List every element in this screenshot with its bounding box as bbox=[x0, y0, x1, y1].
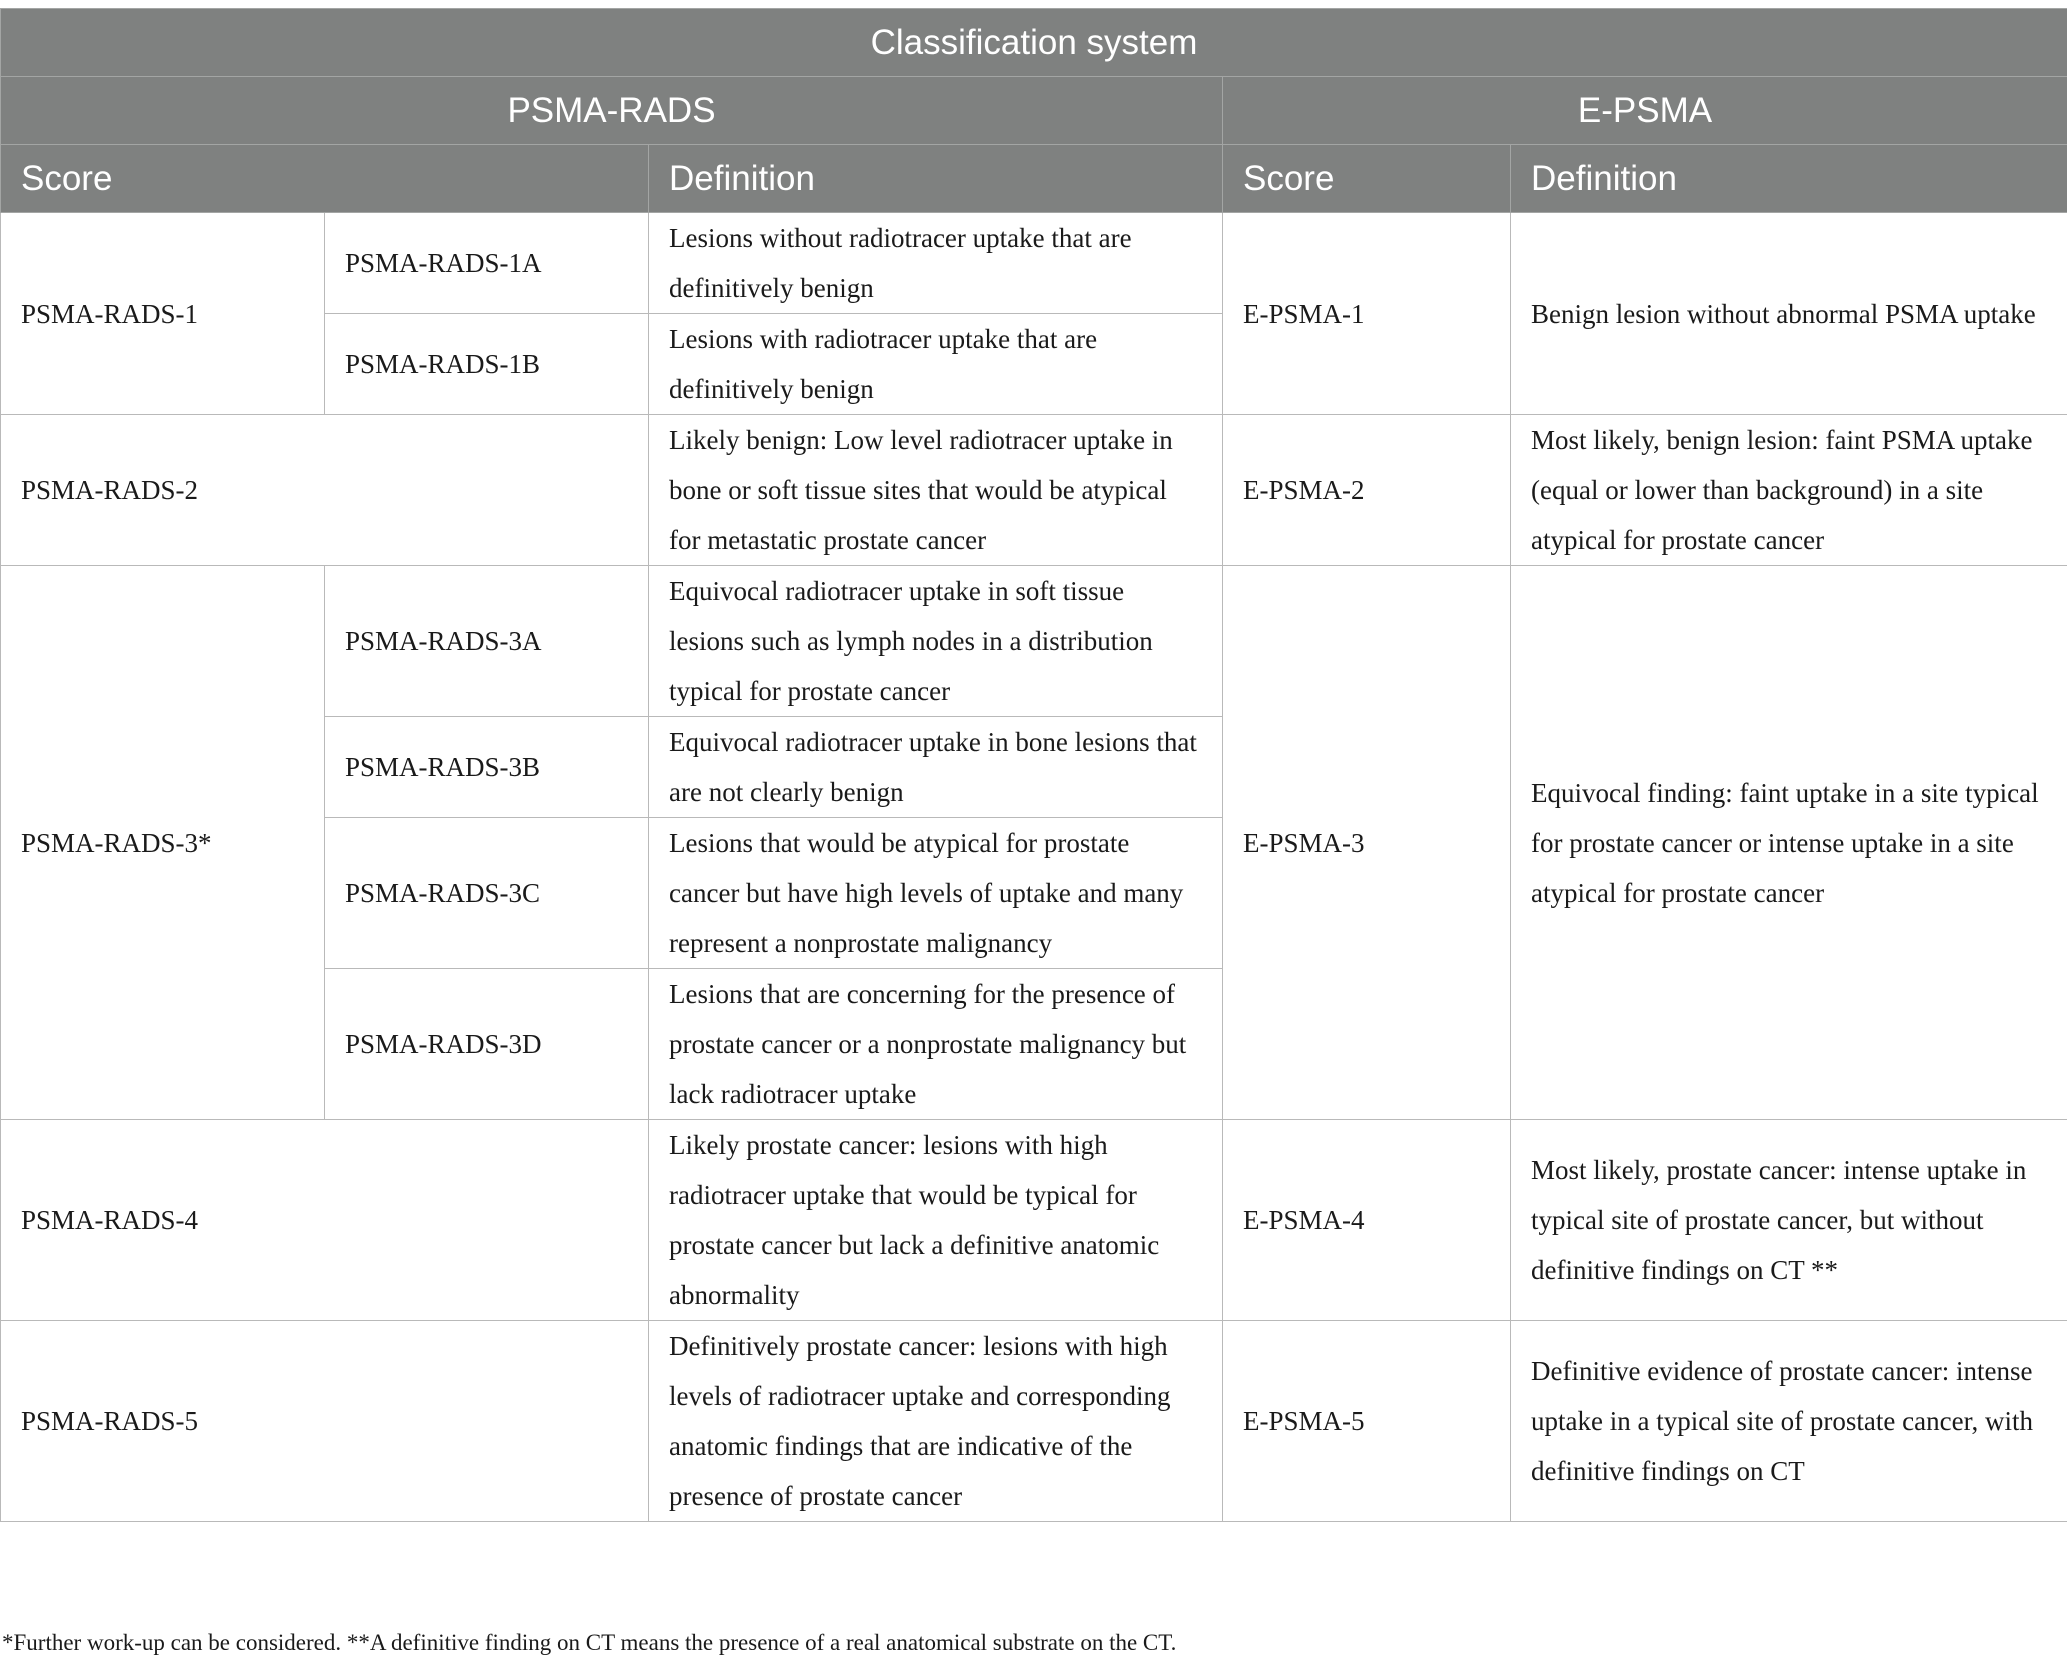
psma-rads-subscore-cell: PSMA-RADS-3C bbox=[325, 818, 649, 969]
column-header-psma-rads-definition: Definition bbox=[649, 145, 1223, 213]
psma-rads-score-cell: PSMA-RADS-2 bbox=[1, 415, 649, 566]
psma-rads-definition-cell: Equivocal radiotracer uptake in soft tissue lesions such as lymph nodes in a distribution typical for prostate cancer bbox=[649, 566, 1223, 717]
e-psma-definition-cell: Most likely, prostate cancer: intense uptake in typical site of prostate cancer, but without definitive findings on CT ** bbox=[1511, 1120, 2067, 1321]
psma-rads-subscore-cell: PSMA-RADS-3A bbox=[325, 566, 649, 717]
e-psma-definition-cell: Most likely, benign lesion: faint PSMA uptake (equal or lower than background) in a site atypical for prostate cancer bbox=[1511, 415, 2067, 566]
e-psma-score-cell: E-PSMA-2 bbox=[1223, 415, 1511, 566]
group-header-psma-rads: PSMA-RADS bbox=[1, 77, 1223, 145]
psma-rads-subscore-cell: PSMA-RADS-1B bbox=[325, 314, 649, 415]
table-footnote: *Further work-up can be considered. **A definitive finding on CT means the presence of a real anatomical substrate on the CT. bbox=[2, 1630, 1177, 1655]
psma-rads-subscore-cell: PSMA-RADS-3D bbox=[325, 969, 649, 1120]
e-psma-definition-cell: Equivocal finding: faint uptake in a site typical for prostate cancer or intense uptake in a site atypical for prostate cancer bbox=[1511, 566, 2067, 1120]
column-header-e-psma-definition: Definition bbox=[1511, 145, 2067, 213]
psma-rads-score-cell: PSMA-RADS-5 bbox=[1, 1321, 649, 1522]
e-psma-score-cell: E-PSMA-4 bbox=[1223, 1120, 1511, 1321]
psma-rads-definition-cell: Lesions that are concerning for the presence of prostate cancer or a nonprostate malignancy but lack radiotracer uptake bbox=[649, 969, 1223, 1120]
table-title: Classification system bbox=[1, 9, 2067, 77]
table-row bbox=[1, 415, 2067, 566]
psma-rads-score-cell: PSMA-RADS-3* bbox=[1, 566, 325, 1120]
table-row bbox=[1, 1321, 2067, 1522]
e-psma-score-cell: E-PSMA-3 bbox=[1223, 566, 1511, 1120]
psma-rads-score-cell: PSMA-RADS-1 bbox=[1, 213, 325, 415]
psma-rads-definition-cell: Likely prostate cancer: lesions with high radiotracer uptake that would be typical for prostate cancer but lack a definitive anatomic abnormality bbox=[649, 1120, 1223, 1321]
psma-rads-definition-cell: Definitively prostate cancer: lesions with high levels of radiotracer uptake and corresponding anatomic findings that are indicative of the presence of prostate cancer bbox=[649, 1321, 1223, 1522]
column-header-e-psma-score: Score bbox=[1223, 145, 1511, 213]
psma-rads-subscore-cell: PSMA-RADS-3B bbox=[325, 717, 649, 818]
psma-rads-definition-cell: Likely benign: Low level radiotracer uptake in bone or soft tissue sites that would be atypical for metastatic prostate cancer bbox=[649, 415, 1223, 566]
psma-rads-definition-cell: Lesions that would be atypical for prostate cancer but have high levels of uptake and many represent a nonprostate malignancy bbox=[649, 818, 1223, 969]
group-header-e-psma: E-PSMA bbox=[1223, 77, 2067, 145]
table-row bbox=[1, 1120, 2067, 1321]
e-psma-definition-cell: Benign lesion without abnormal PSMA uptake bbox=[1511, 213, 2067, 415]
psma-rads-definition-cell: Lesions with radiotracer uptake that are definitively benign bbox=[649, 314, 1223, 415]
table-row bbox=[1, 566, 2067, 717]
psma-rads-definition-cell: Equivocal radiotracer uptake in bone lesions that are not clearly benign bbox=[649, 717, 1223, 818]
table-row bbox=[1, 213, 2067, 314]
column-header-psma-rads-score: Score bbox=[1, 145, 649, 213]
psma-rads-score-cell: PSMA-RADS-4 bbox=[1, 1120, 649, 1321]
e-psma-score-cell: E-PSMA-1 bbox=[1223, 213, 1511, 415]
classification-table bbox=[0, 8, 2067, 1522]
psma-rads-definition-cell: Lesions without radiotracer uptake that are definitively benign bbox=[649, 213, 1223, 314]
e-psma-score-cell: E-PSMA-5 bbox=[1223, 1321, 1511, 1522]
e-psma-definition-cell: Definitive evidence of prostate cancer: intense uptake in a typical site of prostate cancer, with definitive findings on CT bbox=[1511, 1321, 2067, 1522]
psma-rads-subscore-cell: PSMA-RADS-1A bbox=[325, 213, 649, 314]
